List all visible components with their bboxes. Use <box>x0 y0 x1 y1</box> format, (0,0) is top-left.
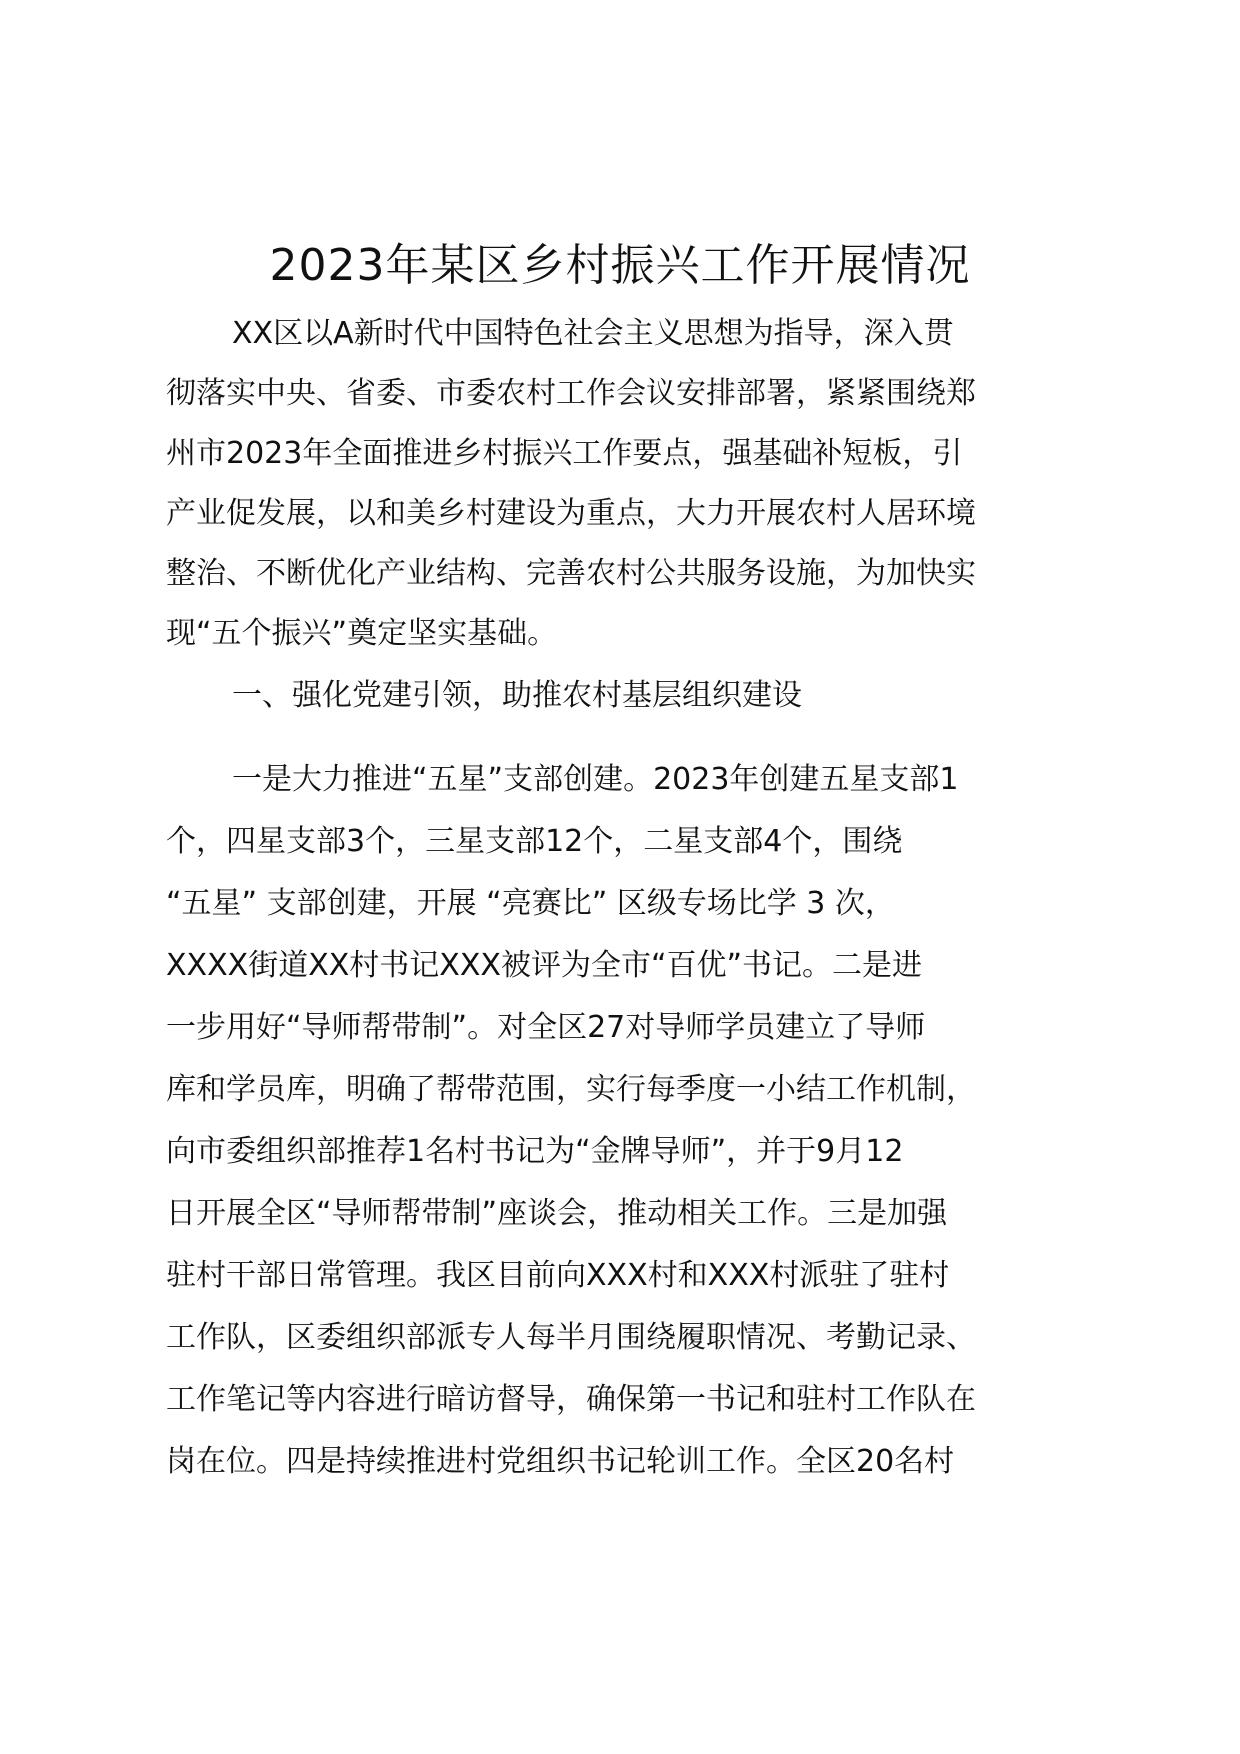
paragraph-line: 一是大力推进“五星”支部创建。2023年创建五星支部1 <box>232 762 959 797</box>
paragraph-line: 产业促发展，以和美乡村建设为重点，大力开展农村人居环境 <box>166 496 976 531</box>
paragraph-line: 库和学员库，明确了帮带范围，实行每季度一小结工作机制， <box>166 1072 976 1107</box>
paragraph-line: 工作队，区委组织部派专人每半月围绕履职情况、考勤记录、 <box>166 1320 976 1355</box>
paragraph-line: 州市2023年全面推进乡村振兴工作要点，强基础补短板，引 <box>166 436 963 471</box>
paragraph-line: 工作笔记等内容进行暗访督导，确保第一书记和驻村工作队在 <box>166 1382 976 1417</box>
paragraph-line: 岗在位。四是持续推进村党组织书记轮训工作。全区20名村 <box>166 1444 955 1479</box>
paragraph-line: 个，四星支部3个，三星支部12个，二星支部4个，围绕 <box>166 824 903 859</box>
paragraph-line: 整治、不断优化产业结构、完善农村公共服务设施，为加快实 <box>166 556 976 591</box>
paragraph-line: 现“五个振兴”奠定坚实基础。 <box>166 616 558 651</box>
paragraph-line: 彻落实中央、省委、市委农村工作会议安排部署，紧紧围绕郑 <box>166 376 976 411</box>
paragraph-line: 日开展全区“导师帮带制”座谈会，推动相关工作。三是加强 <box>166 1196 948 1231</box>
paragraph-line: “五星” 支部创建，开展 “亮赛比” 区级专场比学 3 次， <box>166 886 895 921</box>
paragraph-line: 驻村干部日常管理。我区目前向XXX村和XXX村派驻了驻村 <box>166 1258 950 1293</box>
paragraph-line: XXXX街道XX村书记XXX被评为全市“百优”书记。二是进 <box>166 948 923 983</box>
paragraph-line: 向市委组织部推荐1名村书记为“金牌导师”，并于9月12 <box>166 1134 904 1169</box>
paragraph-line: XX区以A新时代中国特色社会主义思想为指导，深入贯 <box>232 316 954 351</box>
document-title: 2023年某区乡村振兴工作开展情况 <box>269 240 971 291</box>
section-heading: 一、强化党建引领，助推农村基层组织建设 <box>232 678 802 713</box>
paragraph-line: 一步用好“导师帮带制”。对全区27对导师学员建立了导师 <box>166 1010 926 1045</box>
